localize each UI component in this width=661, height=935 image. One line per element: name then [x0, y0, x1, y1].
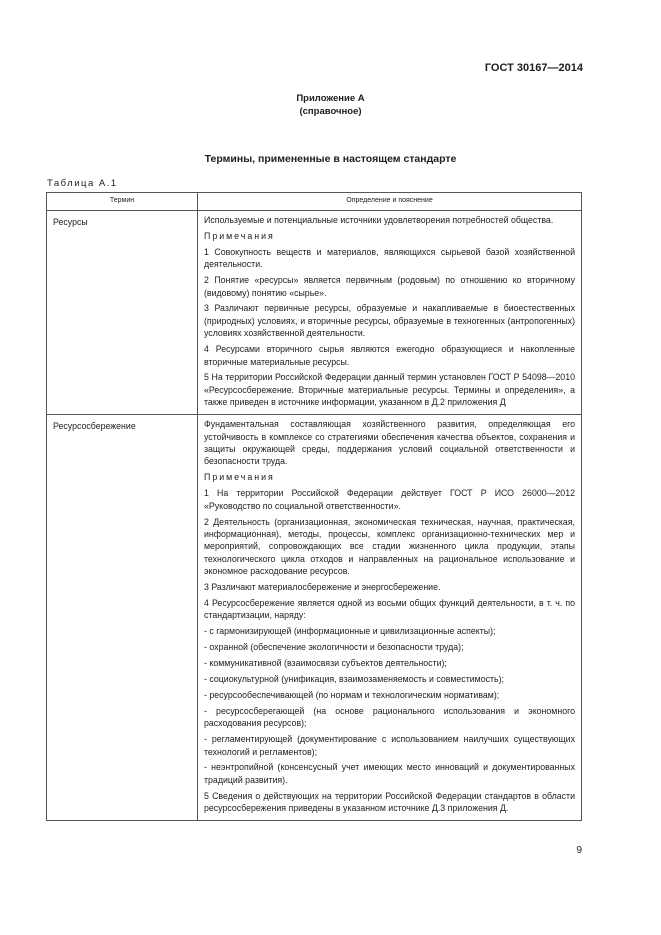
appendix-subtitle: (справочное): [299, 106, 362, 117]
section-title: Термины, примененные в настоящем стандарте: [204, 153, 457, 165]
document-code: ГОСТ 30167—2014: [484, 62, 583, 74]
note-list-item: - коммуникативной (взаимосвязи субъектов деятельности);: [204, 658, 447, 669]
appendix-heading: [0, 92, 661, 118]
note-list-item: - охранной (обеспечение экологичности и безопасности труда);: [204, 642, 464, 653]
note-item: 2 Понятие «ресурсы» является первичным (родовым) по отношению ко вторичному (видовому) понятию «сырье».: [204, 275, 575, 298]
note-item: 1 На территории Российской Федерации действует ГОСТ Р ИСО 26000—2012 «Руководство по социальной ответственности».: [204, 488, 575, 511]
note-item: 3 Различают первичные ресурсы, образуемые и накапливаемые в биоестественных (природных) условиях, и вторичные ресурсы, образуемые в техногенных (антропогенных) условиях хозяйственной деятельности.: [204, 303, 575, 339]
table-row: [47, 211, 582, 415]
note-list-item: - ресурсосберегающей (на основе рационального использования и экономного расходования ресурсов);: [204, 705, 575, 729]
note-list-item: - с гармонизирующей (информационные и цивилизационные аспекты);: [204, 626, 496, 637]
note-item: 3 Различают материалосбережение и энергосбережение.: [204, 582, 441, 593]
note-item: 4 Ресурсами вторичного сырья являются ежегодно образующиеся и накопленные вторичные материальные ресурсы.: [204, 344, 575, 367]
definition-cell: [198, 415, 582, 821]
term-cell: Ресурсы: [47, 211, 198, 415]
note-list-item: - неэнтропийной (консенсусный учет имеющих место инноваций и документированных традиций развития).: [204, 762, 575, 785]
definition-cell: [198, 211, 582, 415]
notes-label: Примечания: [204, 472, 275, 483]
terms-table: [46, 192, 582, 821]
definition-text: Фундаментальная составляющая хозяйственного развития, определяющая его устойчивость в комплексе со стратегиями обеспечения качества объектов, сохранения и защиты окружающей среды, поддержания условий социальной ответственности и безопасности труда.: [204, 419, 575, 467]
notes-label: Примечания: [204, 230, 275, 241]
note-item: 5 Сведения о действующих на территории Российской Федерации стандартов в области ресурсосбережения приведены в указанном источнике Д.3 приложения Д.: [204, 790, 575, 814]
note-item: 5 На территории Российской Федерации данный термин установлен ГОСТ Р 54098—2010 «Ресурсосбережение. Вторичные материальные ресурсы. Термины и определения», а также приведен в источнике информации, указанном в Д.2 приложения Д: [204, 372, 575, 408]
table-row: [47, 415, 582, 821]
table-caption: Таблица А.1: [47, 178, 118, 189]
note-item: 2 Деятельность (организационная, экономическая техническая, научная, практическая, информационная), методы, процессы, комплекс организационно-технических мер и мероприятий, сопровождающих все стадии жизненного цикла продукции, этапы технологического цикла отходов и направленных на рациональное использование и экономное расходование ресурсов.: [204, 516, 575, 577]
column-header-definition: Определение и пояснение: [198, 193, 582, 211]
note-list-item: - социокультурной (унификация, взаимозаменяемость и совместимость);: [204, 674, 504, 684]
table-header-row: [47, 193, 582, 211]
term-cell: Ресурсосбережение: [47, 415, 198, 821]
note-item: 1 Совокупность веществ и материалов, являющихся сырьевой базой хозяйственной деятельности.: [204, 246, 575, 270]
note-list-item: - ресурсообеспечивающей (по нормам и технологическим нормативам);: [204, 689, 500, 700]
column-header-term: Термин: [47, 193, 198, 211]
note-item: 4 Ресурсосбережение является одной из восьми общих функций деятельности, в т. ч. по стандартизации, наряду:: [204, 597, 575, 621]
page-number: 9: [576, 845, 582, 856]
definition-text: Используемые и потенциальные источники удовлетворения потребностей общества.: [204, 215, 554, 225]
appendix-title: Приложение А: [296, 93, 365, 104]
note-list-item: - регламентирующей (документирование с использованием наилучших существующих технологий и регламентов);: [204, 734, 575, 757]
